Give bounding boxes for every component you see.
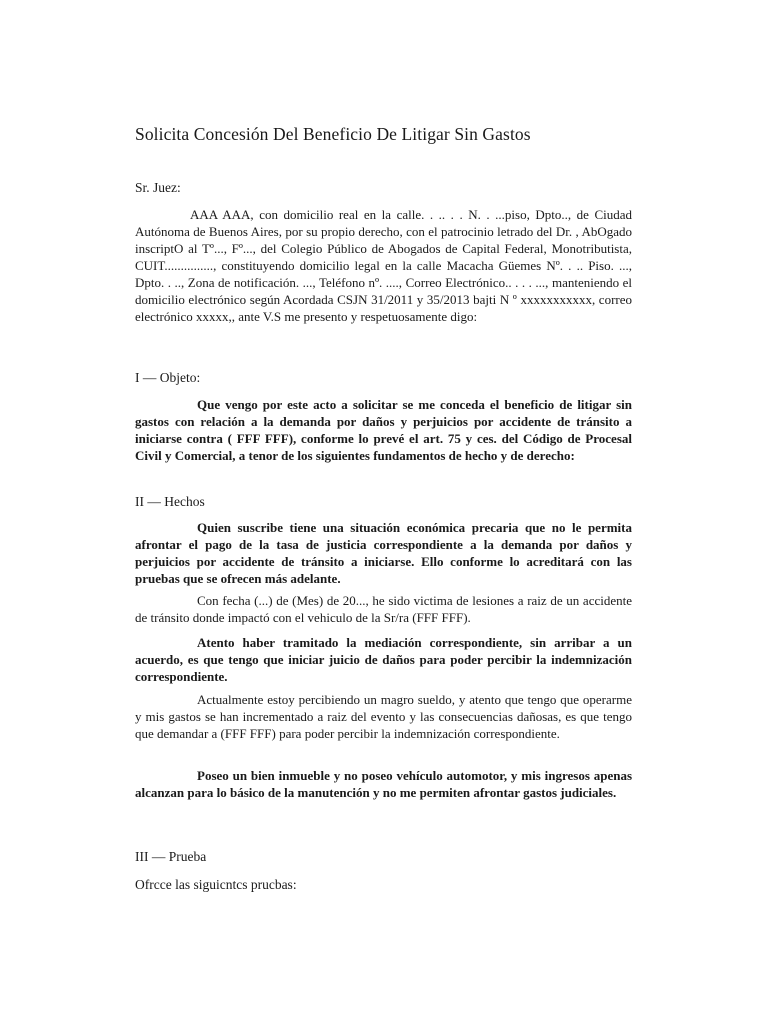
document-title: Solicita Concesión Del Beneficio De Litigar Sin Gastos	[135, 124, 531, 144]
objeto-paragraph: Que vengo por este acto a solicitar se me conceda el beneficio de litigar sin gastos con relación a la demanda por daños y perjuicios por accidente de tránsito a iniciarse contra ( FFF FFF), conforme lo prevé el art. 75 y ces. del Código de Procesal Civil y Comercial, a tenor de los siguientes fundamentos de hecho y de derecho:	[135, 397, 632, 463]
hechos-paragraph-1: Quien suscribe tiene una situación económica precaria que no le permita afrontar el pago de la tasa de justicia correspondiente a la demanda por daños y perjuicios por accidente de tránsito a iniciarse. Ello conforme lo acreditará con las pruebas que se ofrecen más adelante.	[135, 520, 632, 586]
hechos-paragraph-4: Actualmente estoy percibiendo un magro sueldo, y atento que tengo que operarme y mis gastos se han incrementado a raiz del evento y las consecuencias dañosas, es que tengo que demandar a (FFF FFF) para poder percibir la indemnización correspondiente.	[135, 692, 632, 741]
section-heading-hechos: II — Hechos	[135, 494, 205, 509]
section-heading-prueba: III — Prueba	[135, 849, 207, 864]
section-heading-objeto: I — Objeto:	[135, 370, 201, 385]
salutation: Sr. Juez:	[135, 180, 181, 195]
intro-paragraph: AAA AAA, con domicilio real en la calle. . .. . . N. . ...piso, Dpto.., de Ciudad Autónoma de Buenos Aires, por su propio derecho, con el patrocinio letrado del Dr. , AbOgado inscriptO al Tº..., Fº..., del Colegio Público de Abogados de Capital Federal, Monotributista, CUIT..............., constituyendo domicilio legal en la calle Macacha Güemes Nº. . .. Piso. ..., Dpto. . .., Zona de notificación. ..., Teléfono nº. ...., Correo Electrónico.. . . . ..., manteniendo el domicilio electrónico según Acordada CSJN 31/2011 y 35/2013 bajti N º xxxxxxxxxxx, correo electrónico xxxxx,, ante V.S me presento y respetuosamente digo:	[135, 207, 632, 324]
hechos-paragraph-2: Con fecha (...) de (Mes) de 20..., he sido victima de lesiones a raiz de un accidente de tránsito donde impactó con el vehiculo de la Sr/ra (FFF FFF).	[135, 593, 632, 625]
hechos-paragraph-3: Atento haber tramitado la mediación correspondiente, sin arribar a un acuerdo, es que tengo que iniciar juicio de daños para poder percibir la indemnización correspondiente.	[135, 635, 632, 684]
hechos-paragraph-5: Poseo un bien inmueble y no poseo vehículo automotor, y mis ingresos apenas alcanzan para lo básico de la manutención y no me permiten afrontar gastos judiciales.	[135, 768, 632, 800]
prueba-paragraph: Ofrcce las siguicntcs prucbas:	[135, 877, 297, 892]
